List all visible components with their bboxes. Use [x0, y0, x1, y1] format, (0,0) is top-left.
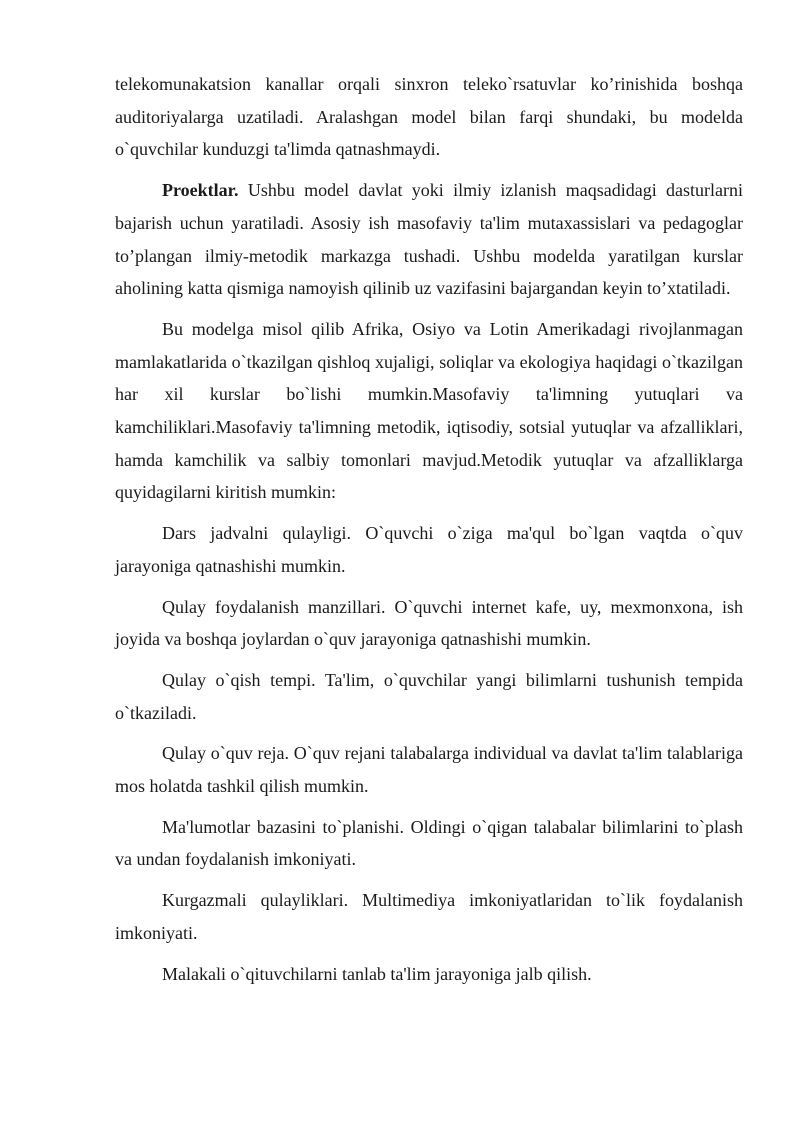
- paragraph-schedule: [115, 517, 743, 582]
- paragraph-lead-heading: Proektlar.: [162, 180, 239, 201]
- paragraph-text: Ushbu model davlat yoki ilmiy izlanish maqsadidagi dasturlarni bajarish uchun yaratiladi. Asosiy ish masofaviy ta'lim mutaxassislari va pedagoglar to’plangan ilmiy-metodik markazga tushadi. Ushbu modelda yaratilgan kurslar aholining katta qismiga namoyish qilinib uz vazifasini bajargandan keyin to’xtatiladi.: [115, 180, 743, 299]
- paragraph-text: telekomunakatsion kanallar orqali sinxron teleko`rsatuvlar ko’rinishida boshqa auditoriyalarga uzatiladi. Aralashgan model bilan farqi shundaki, bu modelda o`quvchilar kunduzgi ta'limda qatnashmaydi.: [115, 74, 743, 160]
- paragraph-proektlar: [115, 174, 743, 305]
- paragraph-tempo: [115, 664, 743, 729]
- paragraph-continuation: [115, 68, 743, 166]
- paragraph-multimedia: [115, 884, 743, 949]
- paragraph-plan: [115, 737, 743, 802]
- paragraph-example: [115, 313, 743, 509]
- paragraph-text: Qulay o`quv reja. O`quv rejani talabalarga individual va davlat ta'lim talablariga mos holatda tashkil qilish mumkin.: [115, 743, 743, 797]
- paragraph-database: [115, 811, 743, 876]
- paragraph-text: Kurgazmali qulayliklari. Multimediya imkoniyatlaridan to`lik foydalanish imkoniyati.: [115, 890, 743, 943]
- paragraph-teachers: [115, 958, 743, 991]
- paragraph-text: Qulay foydalanish manzillari. O`quvchi internet kafe, uy, mexmonxona, ish joyida va boshqa joylardan o`quv jarayoniga qatnashishi mumkin.: [115, 596, 743, 650]
- paragraph-text: Dars jadvalni qulayligi. O`quvchi o`ziga ma'qul bo`lgan vaqtda o`quv jarayoniga qatnashishi mumkin.: [115, 523, 743, 576]
- paragraph-text: Ma'lumotlar bazasini to`planishi. Oldingi o`qigan talabalar bilimlarini to`plash va undan foydalanish imkoniyati.: [115, 816, 743, 870]
- document-page: [115, 68, 743, 998]
- paragraph-text: Malakali o`qituvchilarni tanlab ta'lim jarayoniga jalb qilish.: [162, 963, 592, 984]
- paragraph-text: Bu modelga misol qilib Afrika, Osiyo va Lotin Amerikadagi rivojlanmagan mamlakatlarida o`tkazilgan qishloq xujaligi, soliqlar va ekologiya haqidagi o`tkazilgan har xil kurslar bo`lishi mumkin.Masofaviy ta'limning yutuqlari va kamchiliklari.Masofaviy ta'limning metodik, iqtisodiy, sotsial yutuqlar va afzalliklari, hamda kamchilik va salbiy tomonlari mavjud.Metodik yutuqlar va afzalliklarga quyidagilarni kiritish mumkin:: [115, 318, 743, 503]
- paragraph-text: Qulay o`qish tempi. Ta'lim, o`quvchilar yangi bilimlarni tushunish tempida o`tkaziladi.: [115, 669, 743, 723]
- paragraph-locations: [115, 591, 743, 656]
